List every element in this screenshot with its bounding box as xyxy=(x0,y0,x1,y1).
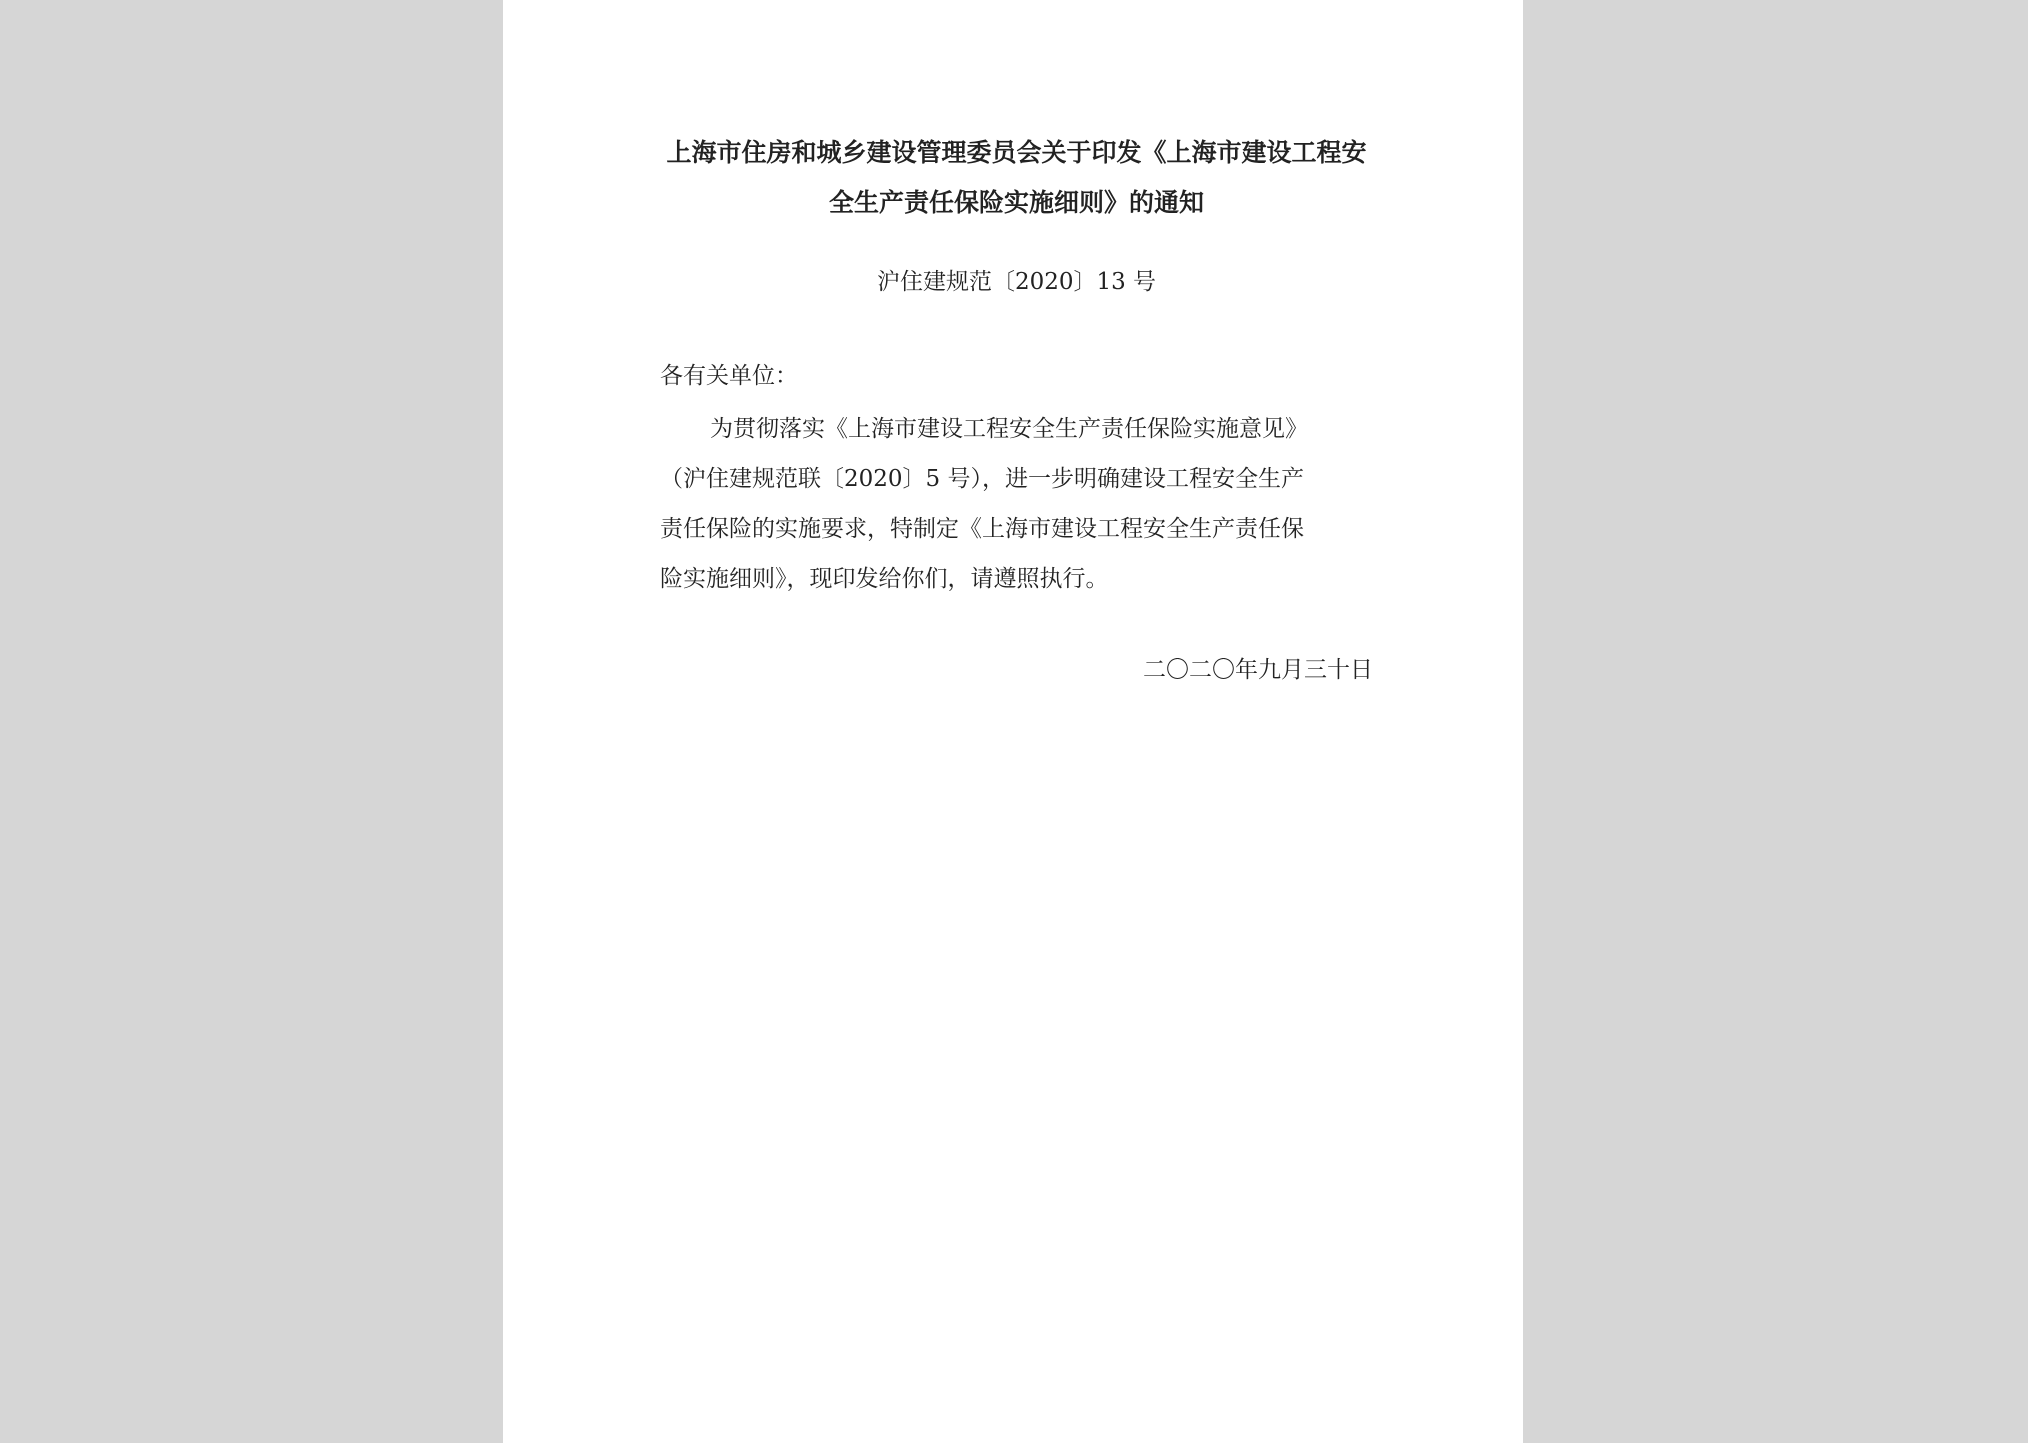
title-line-1: 上海市住房和城乡建设管理委员会关于印发《上海市建设工程安 xyxy=(666,138,1367,167)
document-title xyxy=(660,128,1373,228)
body-paragraph xyxy=(660,404,1373,604)
document-content xyxy=(660,128,1373,690)
body-line-2: （沪住建规范联〔2020〕5 号），进一步明确建设工程安全生产 xyxy=(660,466,1304,492)
title-line-2: 全生产责任保险实施细则》的通知 xyxy=(828,188,1204,217)
body-line-4: 险实施细则》，现印发给你们，请遵照执行。 xyxy=(660,566,1109,592)
document-number: 沪住建规范〔2020〕13 号 xyxy=(876,269,1157,295)
document-page xyxy=(503,0,1523,1443)
body-line-3: 责任保险的实施要求，特制定《上海市建设工程安全生产责任保 xyxy=(660,516,1304,542)
issue-date: 二〇二〇年九月三十日 xyxy=(1143,657,1373,683)
salutation: 各有关单位： xyxy=(660,363,798,389)
body-line-1: 为贯彻落实《上海市建设工程安全生产责任保险实施意见》 xyxy=(710,416,1308,442)
